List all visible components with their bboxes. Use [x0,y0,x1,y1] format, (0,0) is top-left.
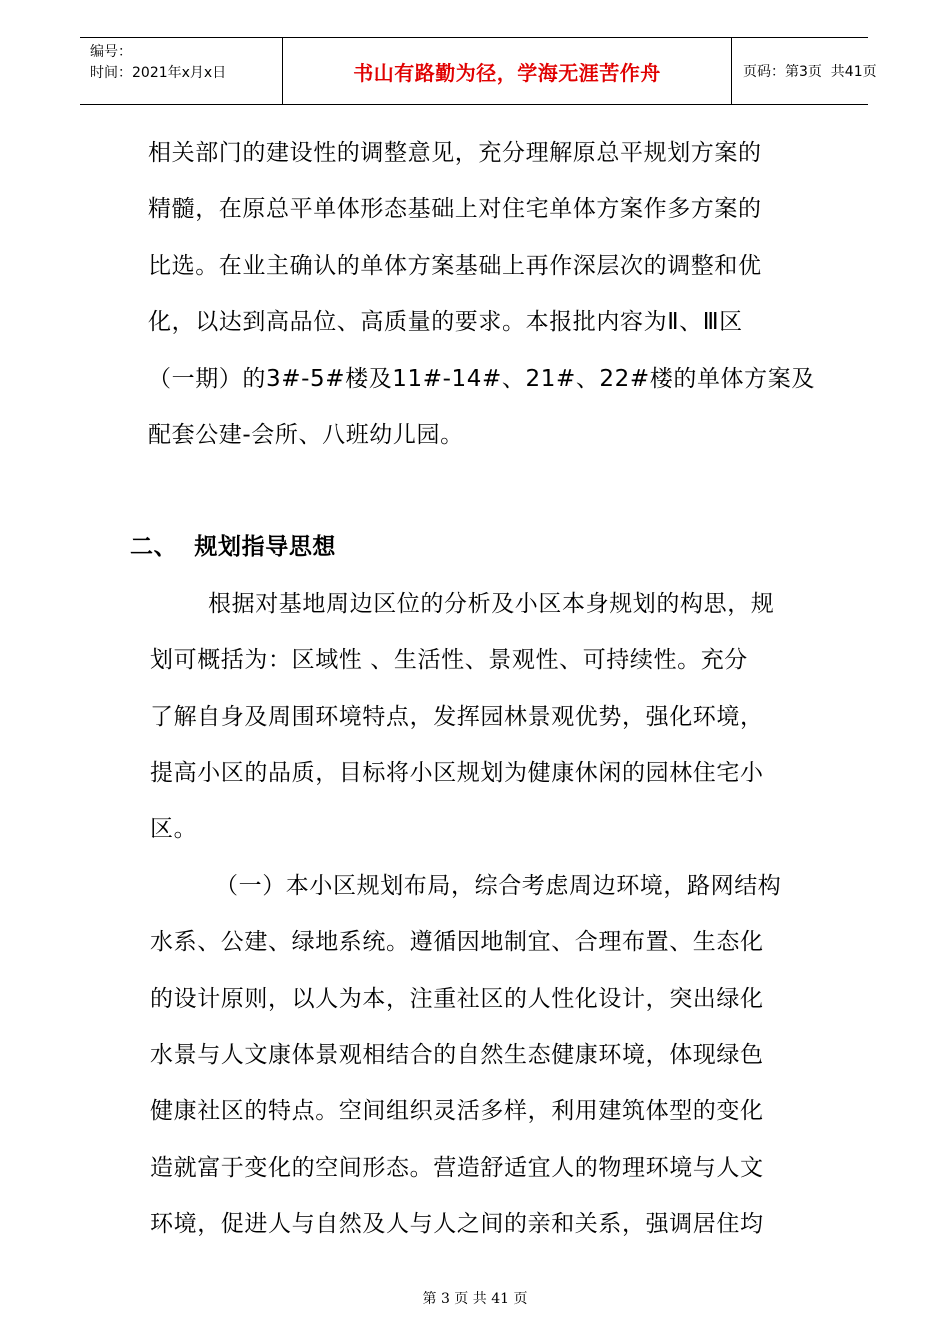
paragraph-line: 水系、公建、绿地系统。遵循因地制宜、合理布置、生态化 [150,929,764,955]
document-date-label: 时间：2021年x月x日 [90,65,227,81]
paragraph-line: 水景与人文康体景观相结合的自然生态健康环境，体现绿色 [150,1042,764,1068]
page-header [80,37,877,105]
paragraph-line: 比选。在业主确认的单体方案基础上再作深层次的调整和优 [148,253,762,279]
paragraph-line: 配套公建-会所、八班幼儿园。 [148,422,464,448]
header-motto-cell [282,38,732,104]
paragraph-line: 造就富于变化的空间形态。营造舒适宜人的物理环境与人文 [150,1155,764,1181]
header-page-info-cell [732,38,877,104]
section-heading: 二、 规划指导思想 [130,534,337,560]
header-page-info: 页码：第3页 共41页 [743,64,877,80]
header-meta [80,38,282,104]
paragraph-line: 相关部门的建设性的调整意见，充分理解原总平规划方案的 [148,140,762,166]
document-number-label: 编号： [90,44,132,60]
paragraph-line: 根据对基地周边区位的分析及小区本身规划的构思，规 [208,591,775,617]
paragraph-line: 健康社区的特点。空间组织灵活多样，利用建筑体型的变化 [150,1098,764,1124]
header-motto: 书山有路勤为径，学海无涯苦作舟 [353,60,661,85]
page-footer: 第 3 页 共 41 页 [422,1291,528,1307]
paragraph-line: 区。 [150,816,198,842]
paragraph-line: （一期）的3#-5#楼及11#-14#、21#、22#楼的单体方案及 [148,366,815,392]
paragraph-line: 环境，促进人与自然及人与人之间的亲和关系，强调居住均 [150,1211,764,1237]
paragraph-line: （一）本小区规划布局，综合考虑周边环境，路网结构 [215,873,782,899]
paragraph-line: 提高小区的品质，目标将小区规划为健康休闲的园林住宅小 [150,760,764,786]
paragraph-line: 划可概括为：区域性 、生活性、景观性、可持续性。充分 [150,647,748,673]
paragraph-line: 了解自身及周围环境特点，发挥园林景观优势，强化环境， [150,704,764,730]
paragraph-line: 化，以达到高品位、高质量的要求。本报批内容为Ⅱ、Ⅲ区 [148,309,743,335]
paragraph-line: 精髓，在原总平单体形态基础上对住宅单体方案作多方案的 [148,196,762,222]
paragraph-line: 的设计原则，以人为本，注重社区的人性化设计，突出绿化 [150,986,764,1012]
